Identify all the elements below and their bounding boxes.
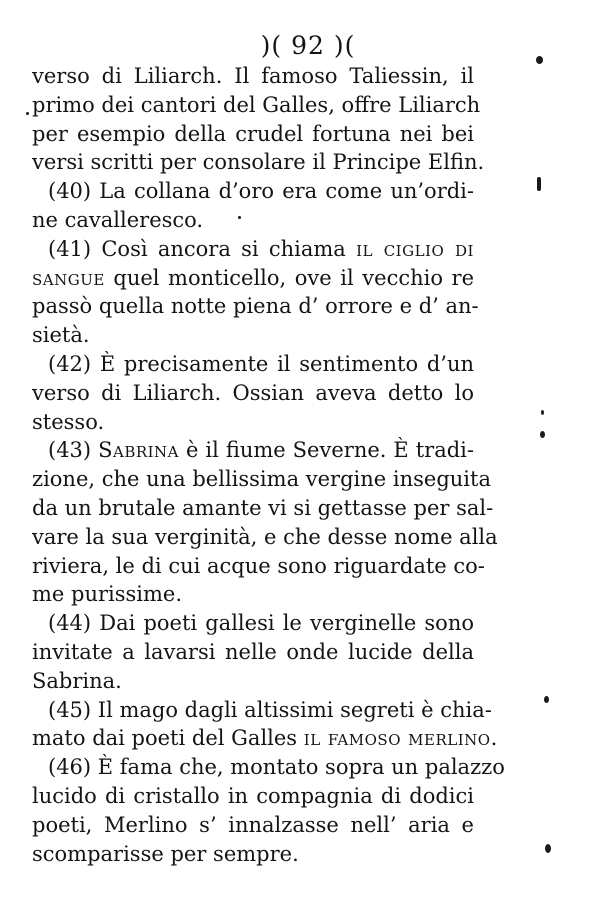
text-segment: passò quella notte piena d’ orrore e d’ an- [32,294,479,319]
page-number-ornament-left: )( [260,31,283,60]
text-segment: lucido di cristallo in compagnia di dodici [32,783,474,808]
text-line [32,321,474,350]
text-segment: (41) Così ancora si chiama [48,236,357,261]
text-segment: invitate a lavarsi nelle onde lucide della [32,639,474,664]
margin-speck [545,844,551,853]
margin-speck [26,112,29,115]
margin-speck [540,431,545,438]
text-line [32,782,474,811]
text-line [32,235,474,264]
text-line [32,840,474,869]
text-segment: versi scritti per consolare il Principe Elfin. [32,150,485,175]
text-segment: poeti, Merlino s’ innalzasse nell’ aria e [32,812,474,837]
text-segment: ne cavalleresco. [32,207,204,232]
text-line [32,62,474,91]
margin-speck [537,177,541,191]
text-segment: zione, che una bellissima vergine inseguita [32,467,491,492]
text-line [32,523,498,552]
text-segment: (44) Dai poeti gallesi le verginelle sono [48,611,474,636]
text-line [32,436,474,465]
text-line [32,91,481,120]
text-segment: è il fiume Severne. È tradi- [179,438,474,463]
text-line [32,379,474,408]
text-segment: primo dei cantori del Galles, offre Liliarch [32,92,481,117]
text-line [32,408,474,437]
margin-speck [238,216,241,219]
text-line [32,264,474,293]
notes-text [32,62,505,868]
margin-speck [541,410,544,415]
text-line [32,580,474,609]
text-line [32,206,474,235]
text-line [32,552,485,581]
text-segment: verso di Liliarch. Ossian aveva detto lo [32,380,474,405]
text-segment: sietà. [32,323,90,348]
text-line [32,292,479,321]
text-line [32,609,474,638]
text-segment: (46) È fama che, montato sopra un palazzo [48,755,505,780]
text-line [32,696,492,725]
page-number-value: 92 [291,31,325,60]
text-line [32,148,485,177]
text-line [32,120,474,149]
page-number-ornament-right: )( [333,31,356,60]
text-segment: stesso. [32,409,105,434]
text-segment: Sabrina. [32,668,122,693]
text-segment: il famoso merlino [303,726,491,751]
text-line [32,465,491,494]
text-line [32,724,498,753]
text-segment: riviera, le di cui acque sono riguardate co- [32,553,485,578]
text-segment: . [490,726,498,751]
text-segment: vare la sua verginità, e che desse nome alla [32,524,498,549]
text-line [32,638,474,667]
margin-speck [536,56,543,64]
text-segment: il ciglio di [356,236,474,261]
page-number [0,31,616,61]
text-segment: (43) [48,438,99,463]
text-segment: scomparisse per sempre. [32,841,299,866]
text-segment: verso di Liliarch. Il famoso Taliessin, il [32,64,474,88]
text-line [32,667,474,696]
text-segment: sangue [32,265,105,290]
text-line [32,494,494,523]
text-segment: da un brutale amante vi si gettasse per sal- [32,495,494,520]
text-segment: Sabrina [98,438,180,463]
margin-speck [544,696,549,703]
text-segment: quel monticello, ove il vecchio re [104,265,474,290]
text-segment: mato dai poeti del Galles [32,726,304,751]
text-segment: (45) Il mago dagli altissimi segreti è chia- [48,697,492,722]
text-line [32,753,505,782]
text-line [32,177,474,206]
text-line [32,350,474,379]
text-segment: me purissime. [32,582,183,607]
text-segment: (42) È precisamente il sentimento d’un [48,351,474,376]
text-segment: (40) La collana d’oro era come un’ordi- [48,179,474,204]
text-line [32,811,474,840]
text-segment: per esempio della crudel fortuna nei bei [32,121,474,146]
